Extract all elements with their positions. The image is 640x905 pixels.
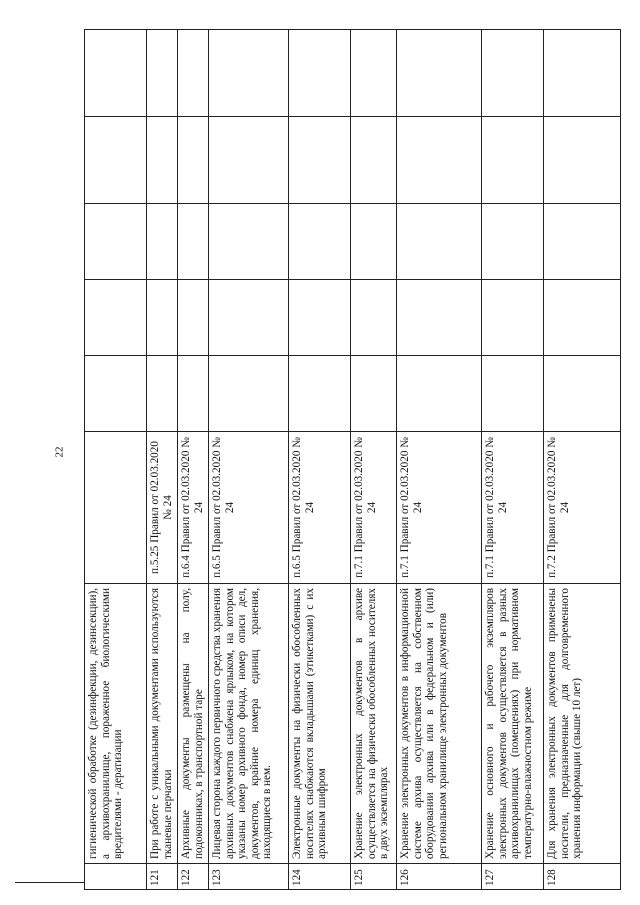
answer-cell	[351, 356, 397, 432]
requirement-text: Хранение электронных документов в информационной системе архива осуществляется на собственном оборудовании архива или в федеральном и (или) региональном хранилище электронных документов	[397, 584, 482, 864]
requirement-text: гигиенической обработке (дезинфекции, дезинсекции), а архивохранилище, пораженное биологическими вредителями - дератизации	[85, 584, 147, 864]
answer-cell	[397, 30, 482, 117]
table-row	[544, 30, 621, 890]
answer-cell	[209, 356, 289, 432]
answer-cell	[178, 204, 209, 280]
regulation-reference: п.6.5 Правил от 02.03.2020 № 24	[209, 432, 289, 584]
regulation-reference: п.6.5 Правил от 02.03.2020 № 24	[289, 432, 351, 584]
regulation-reference: п.7.1 Правил от 02.03.2020 № 24	[397, 432, 482, 584]
answer-cell	[351, 280, 397, 356]
regulation-reference: п.7.1 Правил от 02.03.2020 № 24	[351, 432, 397, 584]
answer-cell	[482, 117, 544, 204]
answer-cell	[178, 356, 209, 432]
requirement-text: При работе с уникальными документами используются тканевые перчатки	[147, 584, 178, 864]
regulation-reference: п.7.1 Правил от 02.03.2020 № 24	[482, 432, 544, 584]
answer-cell	[147, 280, 178, 356]
answer-cell	[289, 117, 351, 204]
answer-cell	[85, 117, 147, 204]
answer-cell	[544, 204, 621, 280]
answer-cell	[209, 30, 289, 117]
answer-cell	[397, 204, 482, 280]
answer-cell	[178, 30, 209, 117]
table-row	[289, 30, 351, 890]
table-row	[351, 30, 397, 890]
row-number: 124	[289, 864, 351, 890]
answer-cell	[147, 117, 178, 204]
answer-cell	[147, 356, 178, 432]
answer-cell	[209, 204, 289, 280]
answer-cell	[178, 117, 209, 204]
answer-cell	[482, 30, 544, 117]
table-row	[397, 30, 482, 890]
row-number: 122	[178, 864, 209, 890]
answer-cell	[544, 356, 621, 432]
page-number: 22	[53, 446, 66, 458]
regulation-reference: п.6.4 Правил от 02.03.2020 № 24	[178, 432, 209, 584]
answer-cell	[209, 280, 289, 356]
table-row	[85, 30, 147, 890]
row-number	[85, 864, 147, 890]
answer-cell	[482, 204, 544, 280]
row-number: 125	[351, 864, 397, 890]
answer-cell	[85, 280, 147, 356]
table-row	[209, 30, 289, 890]
requirement-text: Архивные документы размещены на полу, подоконниках, в транспортной таре	[178, 584, 209, 864]
requirement-text: Хранение основного и рабочего экземпляров электронных документов осуществляется в разных архивохранилищах (помещениях) при нормативном температурно-влажностном режиме	[482, 584, 544, 864]
footnote-separator	[15, 882, 85, 883]
row-number: 126	[397, 864, 482, 890]
requirement-text: Хранение электронных документов в архиве осуществляется на физически обособленных носителях в двух экземплярах	[351, 584, 397, 864]
table-row	[482, 30, 544, 890]
answer-cell	[209, 117, 289, 204]
answer-cell	[289, 280, 351, 356]
table-row	[147, 30, 178, 890]
answer-cell	[544, 280, 621, 356]
answer-cell	[397, 280, 482, 356]
requirement-text: Электронные документы на физически обособленных носителях снабжаются вкладышами (этикетками) с их архивным шифром	[289, 584, 351, 864]
row-number: 128	[544, 864, 621, 890]
rotated-table-wrapper	[84, 30, 620, 890]
answer-cell	[85, 204, 147, 280]
regulation-reference: п.5.25 Правил от 02.03.2020 № 24	[147, 432, 178, 584]
answer-cell	[482, 356, 544, 432]
answer-cell	[397, 356, 482, 432]
answer-cell	[351, 204, 397, 280]
answer-cell	[351, 117, 397, 204]
requirement-text: Для хранения электронных документов применены носители, предназначенные для долговременного хранения информации (свыше 10 лет)	[544, 584, 621, 864]
answer-cell	[289, 204, 351, 280]
row-number: 123	[209, 864, 289, 890]
requirement-text: Лицевая сторона каждого первичного средства хранения архивных документов снабжена ярлыком, на котором указаны номер архивного фонда, номер описи дел, документов, крайние номера единиц хранения, находящиеся в нем.	[209, 584, 289, 864]
answer-cell	[397, 117, 482, 204]
answer-cell	[544, 117, 621, 204]
checklist-table	[84, 29, 621, 890]
answer-cell	[544, 30, 621, 117]
row-number: 127	[482, 864, 544, 890]
answer-cell	[147, 30, 178, 117]
row-number: 121	[147, 864, 178, 890]
answer-cell	[147, 204, 178, 280]
answer-cell	[289, 356, 351, 432]
answer-cell	[85, 356, 147, 432]
answer-cell	[482, 280, 544, 356]
answer-cell	[178, 280, 209, 356]
table-row	[178, 30, 209, 890]
regulation-reference	[85, 432, 147, 584]
answer-cell	[85, 30, 147, 117]
answer-cell	[351, 30, 397, 117]
regulation-reference: п.7.2 Правил от 02.03.2020 № 24	[544, 432, 621, 584]
answer-cell	[289, 30, 351, 117]
